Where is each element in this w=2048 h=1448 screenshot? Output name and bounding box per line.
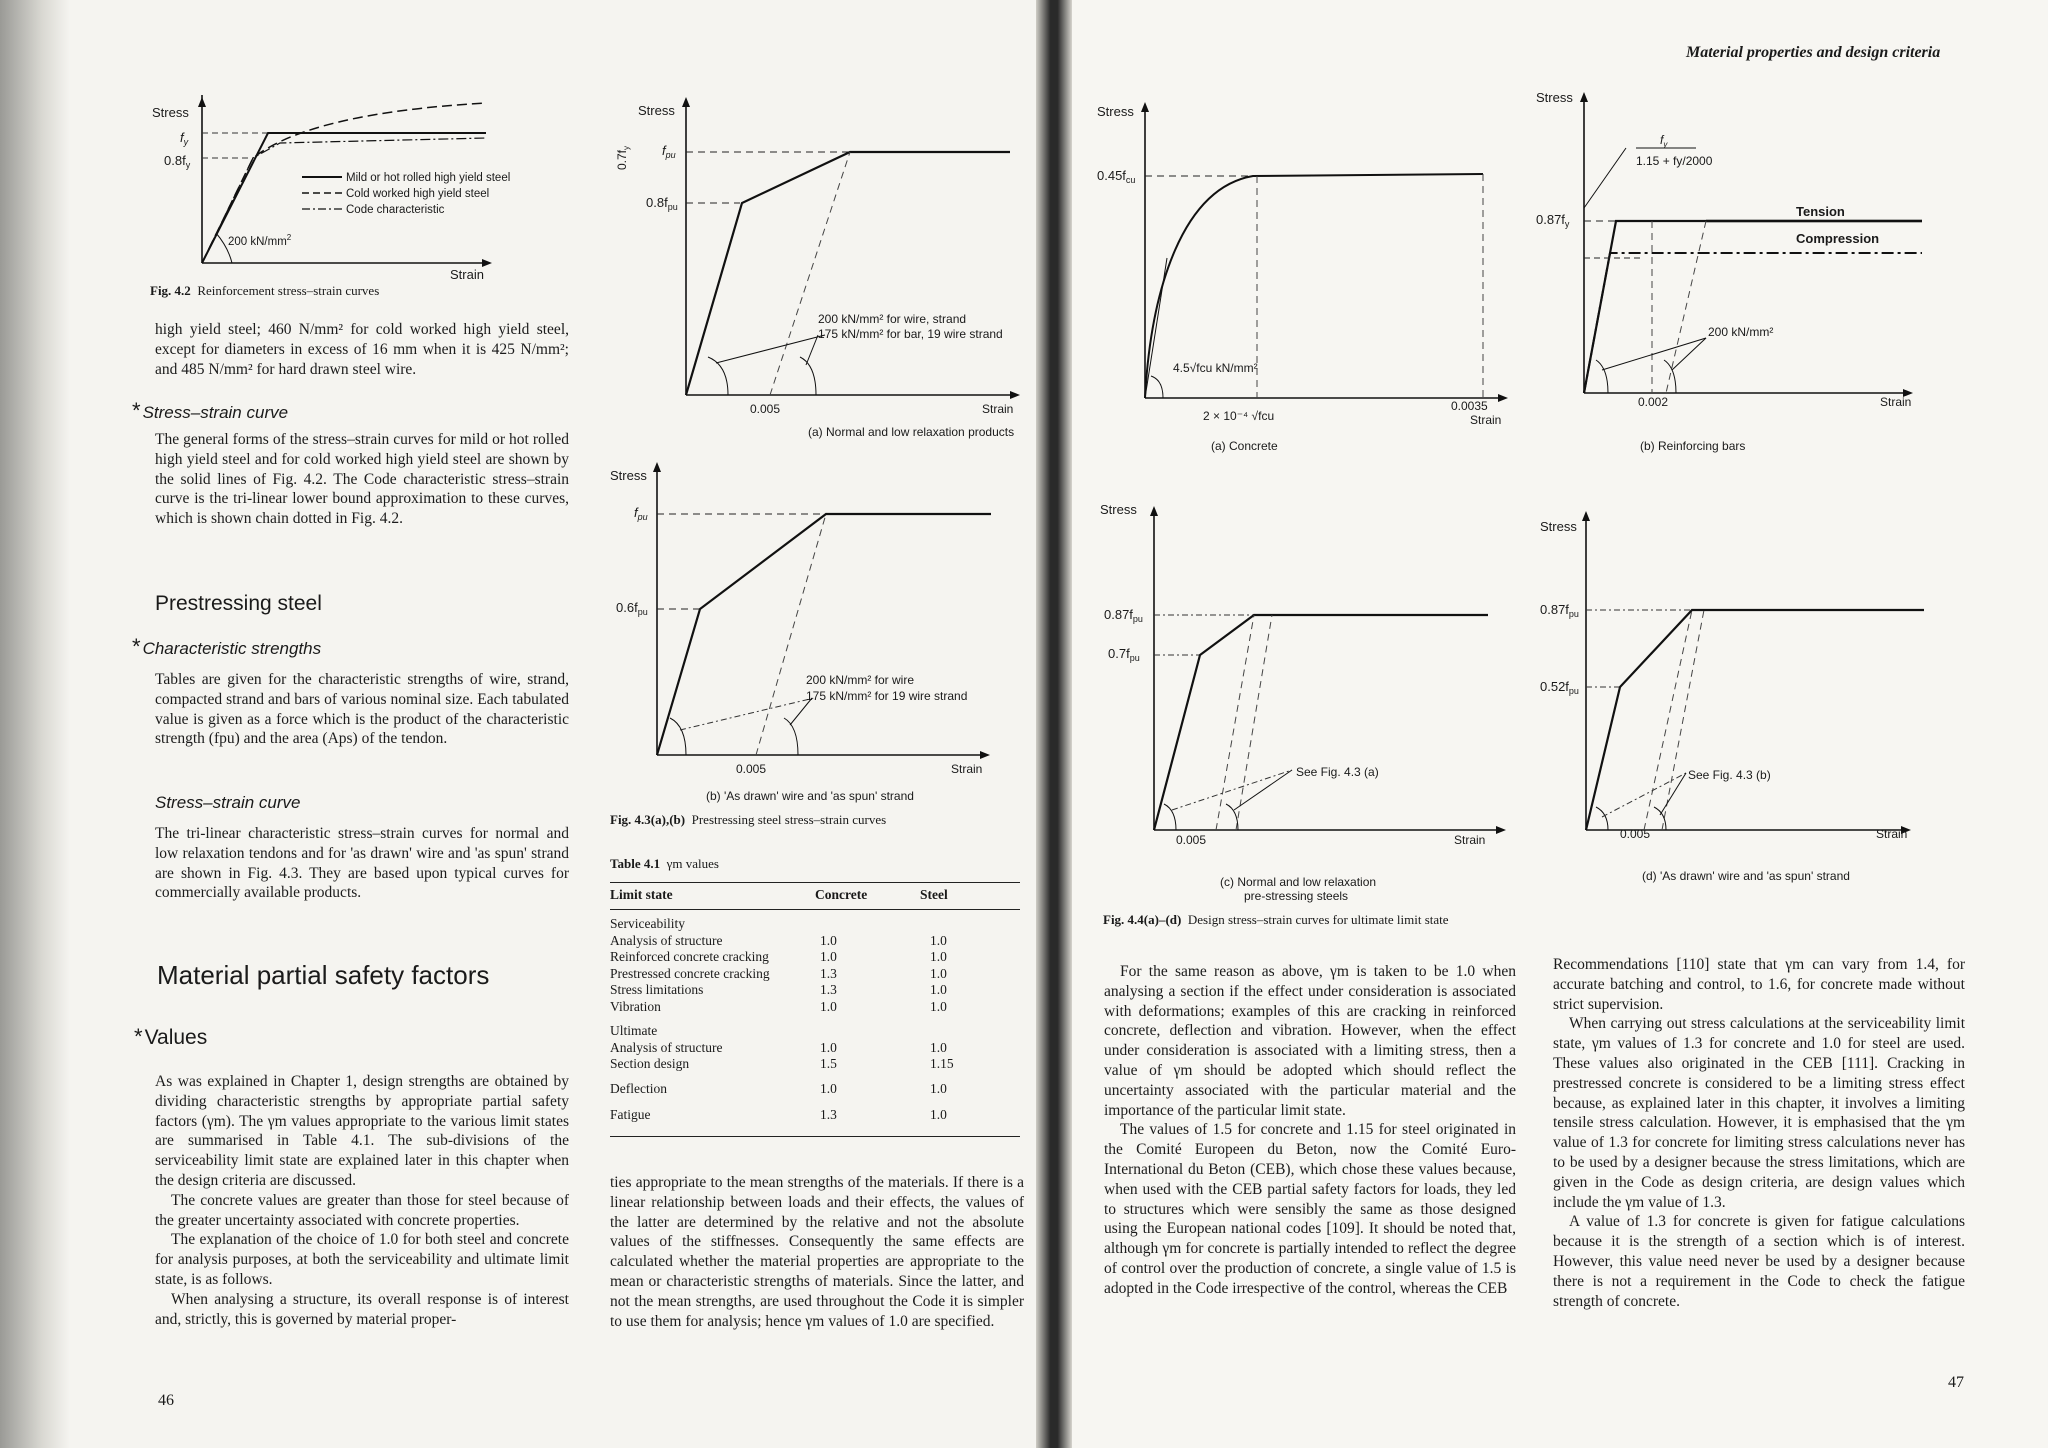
svg-text:2 × 10⁻⁴ √fcu: 2 × 10⁻⁴ √fcu [1203, 409, 1275, 423]
fig-4-2-chart [150, 95, 510, 280]
heading-material-partial-safety: Material partial safety factors [157, 960, 490, 990]
svg-text:0.005: 0.005 [1620, 827, 1651, 841]
fig-4-4a-chart [1093, 98, 1523, 458]
svg-text:fy: $f_y$ [1660, 133, 1668, 149]
fig-4-4b-chart [1536, 88, 1926, 458]
svg-text:Strain: Strain [1876, 827, 1908, 841]
svg-text:4.5√fcu kN/mm²: 4.5√fcu kN/mm² [1173, 361, 1258, 375]
svg-text:0.87fpu: $0.87f_{pu}$ [1104, 607, 1143, 624]
svg-text:0.6fpu: $0.6f_{pu}$ [616, 600, 648, 617]
svg-text:175 kN/mm² for 19 wire strand: 175 kN/mm² for 19 wire strand [806, 689, 968, 703]
svg-text:Stress: Stress [1097, 104, 1134, 119]
th-concrete: Concrete [815, 883, 920, 910]
svg-text:0.002: 0.002 [1638, 395, 1669, 409]
svg-text:200 kN/mm² for wire, strand: 200 kN/mm² for wire, strand [818, 312, 967, 326]
tension-curve [1584, 221, 1922, 393]
svg-text:Strain: Strain [1454, 833, 1486, 847]
para-stress-strain-2: The tri-linear characteristic stress–strain curves for normal and low relaxation tendons and for 'as drawn' wire and 'as spun' strand are shown in Fig. 4.3. They are based upon typical curves for commercially available products. [155, 825, 569, 902]
svg-text:0.45fcu: $0.45f_{cu}$ [1097, 168, 1136, 185]
svg-text:0.7fpu: $0.7f_{pu}$ [1108, 646, 1140, 663]
legend-cold: Cold worked high yield steel [346, 188, 490, 200]
fig-4-3-caption: Fig. 4.3(a),(b) Prestressing steel stress–strain curves [610, 812, 887, 827]
fig-4-4d-curve [1586, 610, 1924, 830]
svg-text:Tension: Tension [1796, 204, 1845, 219]
page-number-right: 47 [1948, 1374, 1964, 1391]
para-mean-strengths: ties appropriate to the mean strengths of the materials. If there is a linear relationship between loads and their effects, the values of the latter are determined by the relative and not the absolute values of the stiffnesses. Consequently the same effects are calculated whether the material properties are appropriate to the mean or characteristic strengths of materials. Since the latter, and not the mean strengths, are used throughout the Code it is simpler to use them for analysis; hence γm values of 1.0 are specified. [610, 1174, 1024, 1330]
svg-text:Stress: Stress [1540, 519, 1577, 534]
svg-text:0.005: 0.005 [736, 762, 767, 776]
fig-4-4c-curve [1154, 615, 1488, 830]
svg-text:(c) Normal and low relaxation: (c) Normal and low relaxation [1220, 875, 1377, 889]
svg-text:See Fig. 4.3 (b): See Fig. 4.3 (b) [1688, 768, 1771, 782]
svg-text:0.87fpu: $0.87f_{pu}$ [1540, 602, 1579, 619]
svg-text:Stress: Stress [610, 468, 647, 483]
fig-4-3b-chart [606, 460, 1046, 812]
svg-text:fpu: $f_{pu}$ [634, 505, 648, 522]
svg-text:Strain: Strain [982, 402, 1014, 416]
svg-text:0.87fy: $0.87f_y$ [1536, 212, 1570, 229]
para-stress-strain-1: The general forms of the stress–strain curves for mild or hot rolled high yield steel and for cold worked high yield steel are shown by the solid lines of Fig. 4.2. The Code characteristic stress–strain curve is the tri-linear lower bound approximation to these curves, which is shown chain dotted in Fig. 4.2. [155, 431, 569, 528]
running-header: Material properties and design criteria [1686, 44, 1941, 61]
fig-4-3b-curve [657, 514, 991, 755]
table-4-1: Limit state Concrete Steel Serviceability Analysis of structure 1.0 1.0 Reinforced concrete cracking 1.0 1.0 Prestressed concrete cracking 1.3 1.0 Stress limitations 1.3 1.0 Vibration 1.0 1.0 Ultimate Analysis of structure 1.0 1.0 Section design 1.5 1.15 Deflection 1.0 1.0 Fatigue 1.3 1.0 [610, 882, 1020, 1137]
heading-values: *Values [134, 1024, 208, 1049]
fig-4-2-caption: Fig. 4.2 Reinforcement stress–strain curves [150, 283, 380, 298]
fig-4-4d-chart [1536, 505, 1926, 885]
svg-text:0.005: 0.005 [750, 402, 781, 416]
fy-label: $f_y$ [180, 130, 189, 147]
svg-text:0.7fy: $0.7f_y$ [615, 145, 631, 170]
legend-code: Code characteristic [346, 204, 445, 216]
svg-text:(a) Normal and low relaxation: (a) Normal and low relaxation products [808, 425, 1015, 439]
compression-curve [1584, 253, 1922, 393]
para-characteristic: Tables are given for the characteristic strengths of wire, strand, compacted strand and bars of various nominal size. Each tabulated value is given as a force which is the product of the characteristic strength (fpu) and the area (Aps) of the tendon. [155, 671, 569, 748]
heading-prestressing-steel: Prestressing steel [155, 592, 322, 615]
svg-text:(a) Concrete: (a) Concrete [1211, 439, 1278, 453]
y-axis-label: Stress [152, 105, 189, 120]
svg-text:0.005: 0.005 [1176, 833, 1207, 847]
svg-text:0.8fpu: $0.8f_{pu}$ [646, 195, 678, 212]
heading-stress-strain-2: Stress–strain curve [155, 793, 301, 812]
para-high-yield: high yield steel; 460 N/mm² for cold worked high yield steel, except for diameters in excess of 16 mm when it is 425 N/mm²; and 485 N/mm² for hard drawn steel wire. [155, 321, 569, 378]
svg-text:(d) 'As drawn' wire and 'as sp: (d) 'As drawn' wire and 'as spun' strand [1642, 869, 1850, 883]
f08-label: $0.8f_y$ [164, 153, 191, 170]
svg-text:175 kN/mm² for bar, 19 wire st: 175 kN/mm² for bar, 19 wire strand [818, 327, 1003, 341]
svg-text:(b) 'As drawn' wire and 'as sp: (b) 'As drawn' wire and 'as spun' strand [706, 789, 914, 803]
svg-text:Compression: Compression [1796, 231, 1880, 246]
left-binding-edge [0, 0, 70, 1448]
table-4-1-title: Table 4.1 γm values [610, 856, 719, 871]
svg-text:1.15 + fy/2000: 1.15 + fy/2000 [1636, 154, 1713, 168]
svg-text:Strain: Strain [1470, 413, 1502, 427]
svg-text:Stress: Stress [1536, 90, 1573, 105]
modulus-label: 200 $kN/mm^2$ [228, 233, 292, 248]
svg-text:0.0035: 0.0035 [1451, 399, 1488, 413]
svg-text:200 kN/mm² for wire: 200 kN/mm² for wire [806, 673, 915, 687]
svg-text:Stress: Stress [1100, 502, 1137, 517]
para-recommendations: Recommendations [110] state that γm can vary from 1.4, for accurate batching and control, to 1.6, for concrete made without strict supervision. When carrying out stress calculations at the serviceability limit state, γm values of 1.3 for concrete and 1.0 for steel are used. These values also originated in the CEB [111]. Cracking in prestressed concrete is considered to be a limiting stress effect because, as explained later in this chapter, it involves a limiting tensile stress calculation. However, it is emphasised that the γm value of 1.3 for concrete for limiting stress calculations never has to be used by a designer because the stress limitations, which are given in the Code as design criteria, are design values which include the γm value of 1.3. A value of 1.3 for concrete is given for fatigue calculations because it is the strength of a section which is of interest. However, this value need never be used by a designer because there is not a requirement in the Code to check the fatigue strength of concrete. [1553, 956, 1965, 1310]
svg-text:200 kN/mm²: 200 kN/mm² [1708, 325, 1774, 339]
svg-text:Strain: Strain [1880, 395, 1912, 409]
fig-4-4c-chart [1096, 500, 1526, 910]
heading-stress-strain-1: * Stress–strain curve [132, 398, 289, 423]
heading-characteristic-strengths: * Characteristic strengths [132, 634, 322, 659]
svg-text:pre-stressing steels: pre-stressing steels [1244, 889, 1349, 903]
svg-text:See Fig. 4.3 (a): See Fig. 4.3 (a) [1296, 765, 1379, 779]
para-same-reason: For the same reason as above, γm is taken to be 1.0 when analysing a section if the effect under consideration is associated with deformations; examples of this are cracking in reinforced concrete, deflection and vibration. However, when the effect under consideration is associated with a limiting stress, then a value of γm should be adopted which should reflect the uncertainty associated with the particular material and the importance of the particular limit state. The values of 1.5 for concrete and 1.15 for steel originated in the Comité Europeen du Beton, now the Comité Euro-International du Beton (CEB), which chose these values because, when used with the CEB partial safety factors for loads, they led to structures which were sensibly the same as those designed using the European national codes [109]. It should be noted that, although γm for concrete is partially intended to reflect the degree of control over the production of concrete, a single value of 1.5 is adopted in the Code irrespective of the control, whereas the CEB [1104, 963, 1516, 1297]
para-values: As was explained in Chapter 1, design strengths are obtained by dividing characteristic strengths by appropriate partial safety factors (γm). The γm values appropriate to the various limit states are summarised in Table 4.1. The sub-divisions of the serviceability limit state are explained later in this chapter when the design criteria are discussed. The concrete values are greater than those for steel because of the greater uncertainty associated with concrete properties. The explanation of the choice of 1.0 for both steel and concrete for analysis purposes, at both the serviceability and ultimate limit state, is as follows. When analysing a structure, its overall response is of interest and, strictly, this is governed by material proper- [155, 1073, 569, 1328]
th-steel: Steel [920, 883, 1020, 910]
svg-text:(b) Reinforcing bars: (b) Reinforcing bars [1640, 439, 1746, 453]
svg-text:0.52fpu: $0.52f_{pu}$ [1540, 679, 1579, 696]
th-limit-state: Limit state [610, 883, 815, 910]
fig-4-4-caption: Fig. 4.4(a)–(d) Design stress–strain curves for ultimate limit state [1103, 912, 1449, 927]
x-axis-label: Strain [450, 267, 484, 282]
fig-4-3a-chart [610, 95, 1050, 439]
svg-text:Stress: Stress [638, 103, 675, 118]
svg-text:fpu: $f_{pu}$ [662, 143, 676, 160]
svg-text:Strain: Strain [951, 762, 983, 776]
legend-mild: Mild or hot rolled high yield steel [346, 172, 511, 184]
page-number-left: 46 [158, 1392, 174, 1409]
